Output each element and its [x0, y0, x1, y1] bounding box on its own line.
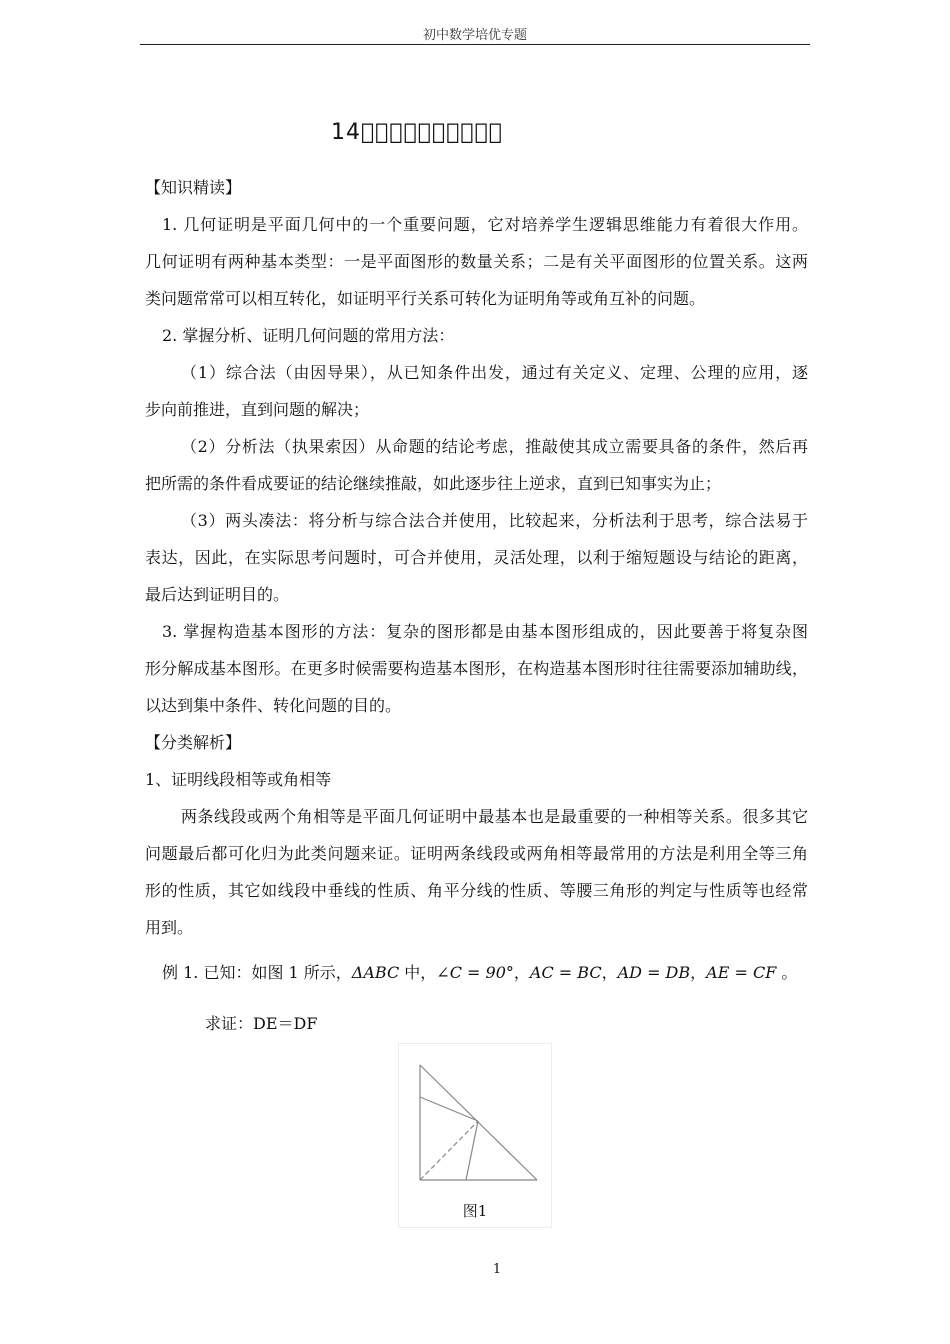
triangle-formula: ΔABC [351, 963, 400, 982]
example-statement [162, 960, 808, 983]
section-heading-knowledge: 【知识精读】 [145, 178, 242, 197]
paragraph-line: 类问题常常可以相互转化，如证明平行关系可转化为证明角等或角互补的问题。 [145, 289, 706, 308]
paragraph-line: 形分解成基本图形。在更多时候需要构造基本图形，在构造基本图形时往往需要添加辅助线， [145, 659, 808, 678]
separator: ， [690, 963, 707, 982]
paragraph-line: 最后达到证明目的。 [145, 585, 290, 604]
paragraph-line: （3）两头凑法：将分析与综合法合并使用，比较起来，分析法利于思考，综合法易于 [181, 511, 808, 530]
prove-statement: 求证：DE＝DF [205, 1014, 318, 1033]
example-prefix: 例 1. 已知：如图 1 所示， [162, 963, 352, 982]
section-heading-analysis: 【分类解析】 [145, 733, 242, 752]
header-rule [140, 44, 810, 45]
paragraph-line: 几何证明有两种基本类型：一是平面图形的数量关系；二是有关平面图形的位置关系。这两 [145, 252, 808, 271]
paragraph-line: 问题最后都可化归为此类问题来证。证明两条线段或两角相等最常用的方法是利用全等三角 [145, 844, 808, 863]
paragraph-line: 表达，因此，在实际思考问题时，可合并使用，灵活处理，以利于缩短题设与结论的距离， [145, 548, 808, 567]
paragraph-line: 步向前推进，直到问题的解决； [145, 400, 370, 419]
segment-df [466, 1121, 478, 1180]
side-condition: AC = BC [529, 963, 602, 982]
paragraph-line: 把所需的条件看成要证的结论继续推敲，如此逐步往上逆求，直到已知事实为止； [145, 474, 722, 493]
page-number: 1 [492, 1262, 502, 1277]
separator: ， [513, 963, 530, 982]
page-title: 14􀀀􀀀􀀀􀀀􀀀􀀀􀀀􀀀􀀀􀀀 [330, 120, 503, 145]
paragraph-line: 1. 几何证明是平面几何中的一个重要问题，它对培养学生逻辑思维能力有着很大作用。 [162, 215, 808, 234]
subsection-heading: 1、证明线段相等或角相等 [145, 770, 332, 789]
paragraph-line: （2）分析法（执果索因）从命题的结论考虑，推敲使其成立需要具备的条件，然后再 [181, 437, 808, 456]
paragraph-line: 两条线段或两个角相等是平面几何证明中最基本也是最重要的一种相等关系。很多其它 [181, 807, 808, 826]
midpoint-condition: AD = DB [617, 963, 691, 982]
segment-de [420, 1097, 478, 1121]
paragraph-line: （1）综合法（由因导果），从已知条件出发，通过有关定义、定理、公理的应用，逐 [181, 363, 808, 382]
segment-cd-dashed [420, 1121, 478, 1180]
figure-1 [398, 1043, 552, 1228]
paragraph-line: 以达到集中条件、转化问题的目的。 [145, 696, 402, 715]
segment-condition: AE = CF [706, 963, 777, 982]
figure-caption: 图1 [462, 1202, 488, 1220]
paragraph-line: 3. 掌握构造基本图形的方法：复杂的图形都是由基本图形组成的，因此要善于将复杂图 [162, 622, 808, 641]
paragraph-line: 形的性质，其它如线段中垂线的性质、角平分线的性质、等腰三角形的判定与性质等也经常 [145, 881, 808, 900]
example-text: 中， [399, 963, 437, 982]
angle-condition: ∠C = 90° [436, 963, 514, 982]
page-header: 初中数学培优专题 [422, 28, 527, 43]
example-suffix: 。 [776, 963, 798, 982]
paragraph-line: 2. 掌握分析、证明几何问题的常用方法： [162, 326, 455, 345]
separator: ， [601, 963, 618, 982]
paragraph-line: 用到。 [145, 918, 194, 937]
